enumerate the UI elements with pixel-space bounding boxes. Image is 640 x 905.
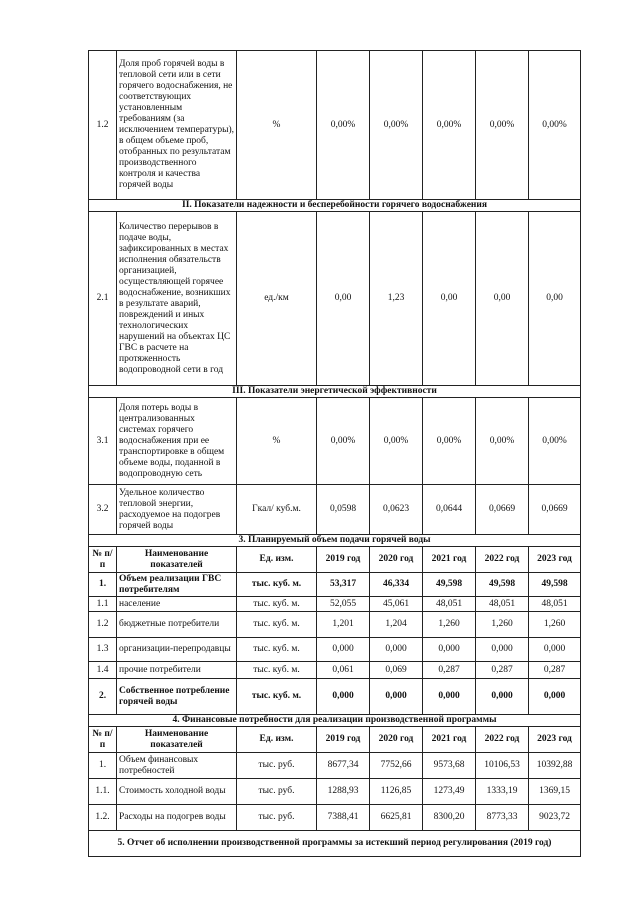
value-2022: 0,287 xyxy=(476,662,529,679)
value-2020: 7752,66 xyxy=(370,753,423,779)
col-header-number: № п/п xyxy=(89,547,117,573)
col-header-number: № п/п xyxy=(89,727,117,753)
col-header-year: 2019 год xyxy=(317,547,370,573)
unit-cell: Гкал/ куб.м. xyxy=(237,485,317,535)
value-2021: 0,000 xyxy=(423,638,476,662)
value-2023: 0,000 xyxy=(529,679,581,715)
section-header-row xyxy=(89,831,581,857)
main-table xyxy=(88,50,581,857)
row-number: 1. xyxy=(89,573,117,597)
unit-cell: тыс. куб. м. xyxy=(237,638,317,662)
value-2019: 0,00% xyxy=(317,398,370,485)
indicator-name: Собственное потребление горячей воды xyxy=(117,679,237,715)
value-2023: 10392,88 xyxy=(529,753,581,779)
value-2022: 0,000 xyxy=(476,679,529,715)
unit-cell: % xyxy=(237,398,317,485)
value-2020: 1126,85 xyxy=(370,779,423,805)
value-2021: 8300,20 xyxy=(423,805,476,831)
value-2020: 0,000 xyxy=(370,679,423,715)
value-2020: 6625,81 xyxy=(370,805,423,831)
value-2021: 0,00 xyxy=(423,212,476,386)
unit-cell: тыс. куб. м. xyxy=(237,612,317,638)
row-number: 2.1 xyxy=(89,212,117,386)
section-title: 5. Отчет об исполнении производственной программы за истекший период регулирования (2019 год) xyxy=(89,831,581,857)
value-2019: 0,00 xyxy=(317,212,370,386)
value-2020: 45,061 xyxy=(370,597,423,612)
section-title: III. Показатели энергетической эффективности xyxy=(89,386,581,398)
value-2023: 1369,15 xyxy=(529,779,581,805)
value-2023: 0,000 xyxy=(529,638,581,662)
value-2019: 0,0598 xyxy=(317,485,370,535)
table-row xyxy=(89,753,581,779)
indicator-name: Объем реализации ГВС потребителям xyxy=(117,573,237,597)
table-row xyxy=(89,612,581,638)
row-number: 1.2 xyxy=(89,612,117,638)
value-2020: 1,23 xyxy=(370,212,423,386)
section-title: 4. Финансовые потребности для реализации производственной программы xyxy=(89,715,581,727)
col-header-year: 2020 год xyxy=(370,727,423,753)
value-2019: 8677,34 xyxy=(317,753,370,779)
indicator-name: бюджетные потребители xyxy=(117,612,237,638)
table-row xyxy=(89,597,581,612)
unit-cell: % xyxy=(237,51,317,200)
column-header-row xyxy=(89,547,581,573)
value-2021: 48,051 xyxy=(423,597,476,612)
section-header-row xyxy=(89,535,581,547)
value-2023: 49,598 xyxy=(529,573,581,597)
value-2021: 1273,49 xyxy=(423,779,476,805)
col-header-year: 2020 год xyxy=(370,547,423,573)
row-number: 1.1. xyxy=(89,779,117,805)
col-header-name: Наименование показателей xyxy=(117,547,237,573)
value-2023: 0,00 xyxy=(529,212,581,386)
row-number: 3.2 xyxy=(89,485,117,535)
row-number: 1. xyxy=(89,753,117,779)
value-2021: 0,00% xyxy=(423,51,476,200)
value-2020: 46,334 xyxy=(370,573,423,597)
col-header-year: 2023 год xyxy=(529,547,581,573)
value-2021: 9573,68 xyxy=(423,753,476,779)
value-2023: 9023,72 xyxy=(529,805,581,831)
table-row xyxy=(89,779,581,805)
section-header-row xyxy=(89,715,581,727)
table-row xyxy=(89,679,581,715)
indicator-name: организации-перепродавцы xyxy=(117,638,237,662)
value-2019: 7388,41 xyxy=(317,805,370,831)
value-2022: 0,00% xyxy=(476,398,529,485)
indicator-name: Количество перерывов в подаче воды, зафиксированных в местах исполнения обязательств организацией, осуществляющей горячее водоснабжение, возникших в результате аварий, повреждений и иных технологических нарушений на объектах ЦС ГВС в расчете на протяженность водопроводной сети в год xyxy=(117,212,237,386)
indicator-name: Доля потерь воды в централизованных системах горячего водоснабжения при ее транспортировке в общем объеме воды, поданной в водопроводную сеть xyxy=(117,398,237,485)
section-title: 3. Планируемый объем подачи горячей воды xyxy=(89,535,581,547)
value-2019: 0,000 xyxy=(317,638,370,662)
value-2023: 0,00% xyxy=(529,51,581,200)
value-2021: 0,287 xyxy=(423,662,476,679)
value-2023: 0,00% xyxy=(529,398,581,485)
value-2019: 1288,93 xyxy=(317,779,370,805)
indicator-name: Расходы на подогрев воды xyxy=(117,805,237,831)
section-header-row xyxy=(89,200,581,212)
value-2022: 0,00 xyxy=(476,212,529,386)
col-header-year: 2019 год xyxy=(317,727,370,753)
value-2022: 1,260 xyxy=(476,612,529,638)
row-number: 1.2 xyxy=(89,51,117,200)
value-2022: 49,598 xyxy=(476,573,529,597)
value-2022: 1333,19 xyxy=(476,779,529,805)
col-header-year: 2021 год xyxy=(423,727,476,753)
value-2023: 48,051 xyxy=(529,597,581,612)
row-number: 1.2. xyxy=(89,805,117,831)
value-2020: 0,00% xyxy=(370,398,423,485)
value-2020: 0,00% xyxy=(370,51,423,200)
indicator-name: Удельное количество тепловой энергии, расходуемое на подогрев горячей воды xyxy=(117,485,237,535)
value-2023: 1,260 xyxy=(529,612,581,638)
table-row xyxy=(89,212,581,386)
table-row xyxy=(89,638,581,662)
value-2019: 0,000 xyxy=(317,679,370,715)
indicator-name: прочие потребители xyxy=(117,662,237,679)
row-number: 2. xyxy=(89,679,117,715)
value-2023: 0,0669 xyxy=(529,485,581,535)
value-2022: 0,0669 xyxy=(476,485,529,535)
table-row xyxy=(89,51,581,200)
value-2022: 48,051 xyxy=(476,597,529,612)
value-2021: 0,000 xyxy=(423,679,476,715)
col-header-year: 2021 год xyxy=(423,547,476,573)
indicator-name: население xyxy=(117,597,237,612)
value-2020: 0,069 xyxy=(370,662,423,679)
value-2019: 1,201 xyxy=(317,612,370,638)
col-header-year: 2023 год xyxy=(529,727,581,753)
value-2020: 0,000 xyxy=(370,638,423,662)
section-title: II. Показатели надежности и бесперебойности горячего водоснабжения xyxy=(89,200,581,212)
unit-cell: ед./км xyxy=(237,212,317,386)
unit-cell: тыс. куб. м. xyxy=(237,573,317,597)
value-2019: 52,055 xyxy=(317,597,370,612)
value-2022: 0,00% xyxy=(476,51,529,200)
unit-cell: тыс. руб. xyxy=(237,805,317,831)
value-2022: 8773,33 xyxy=(476,805,529,831)
section-header-row xyxy=(89,386,581,398)
table-row xyxy=(89,398,581,485)
col-header-unit: Ед. изм. xyxy=(237,547,317,573)
unit-cell: тыс. куб. м. xyxy=(237,662,317,679)
table-row xyxy=(89,662,581,679)
value-2022: 0,000 xyxy=(476,638,529,662)
unit-cell: тыс. куб. м. xyxy=(237,597,317,612)
row-number: 1.1 xyxy=(89,597,117,612)
value-2019: 53,317 xyxy=(317,573,370,597)
value-2020: 0,0623 xyxy=(370,485,423,535)
value-2019: 0,00% xyxy=(317,51,370,200)
value-2023: 0,287 xyxy=(529,662,581,679)
row-number: 1.3 xyxy=(89,638,117,662)
unit-cell: тыс. куб. м. xyxy=(237,679,317,715)
table-row xyxy=(89,805,581,831)
table-row xyxy=(89,485,581,535)
unit-cell: тыс. руб. xyxy=(237,753,317,779)
col-header-name: Наименование показателей xyxy=(117,727,237,753)
value-2021: 0,00% xyxy=(423,398,476,485)
indicator-name: Доля проб горячей воды в тепловой сети или в сети горячего водоснабжения, не соответствующих установленным требованиям (за исключением температуры), в общем объеме проб, отобранных по результатам производственного контроля и качества горячей воды xyxy=(117,51,237,200)
indicator-name: Объем финансовых потребностей xyxy=(117,753,237,779)
value-2021: 1,260 xyxy=(423,612,476,638)
col-header-year: 2022 год xyxy=(476,547,529,573)
row-number: 3.1 xyxy=(89,398,117,485)
col-header-year: 2022 год xyxy=(476,727,529,753)
col-header-unit: Ед. изм. xyxy=(237,727,317,753)
value-2021: 0,0644 xyxy=(423,485,476,535)
value-2021: 49,598 xyxy=(423,573,476,597)
unit-cell: тыс. руб. xyxy=(237,779,317,805)
row-number: 1.4 xyxy=(89,662,117,679)
indicator-name: Стоимость холодной воды xyxy=(117,779,237,805)
column-header-row xyxy=(89,727,581,753)
value-2020: 1,204 xyxy=(370,612,423,638)
table-row xyxy=(89,573,581,597)
value-2019: 0,061 xyxy=(317,662,370,679)
value-2022: 10106,53 xyxy=(476,753,529,779)
